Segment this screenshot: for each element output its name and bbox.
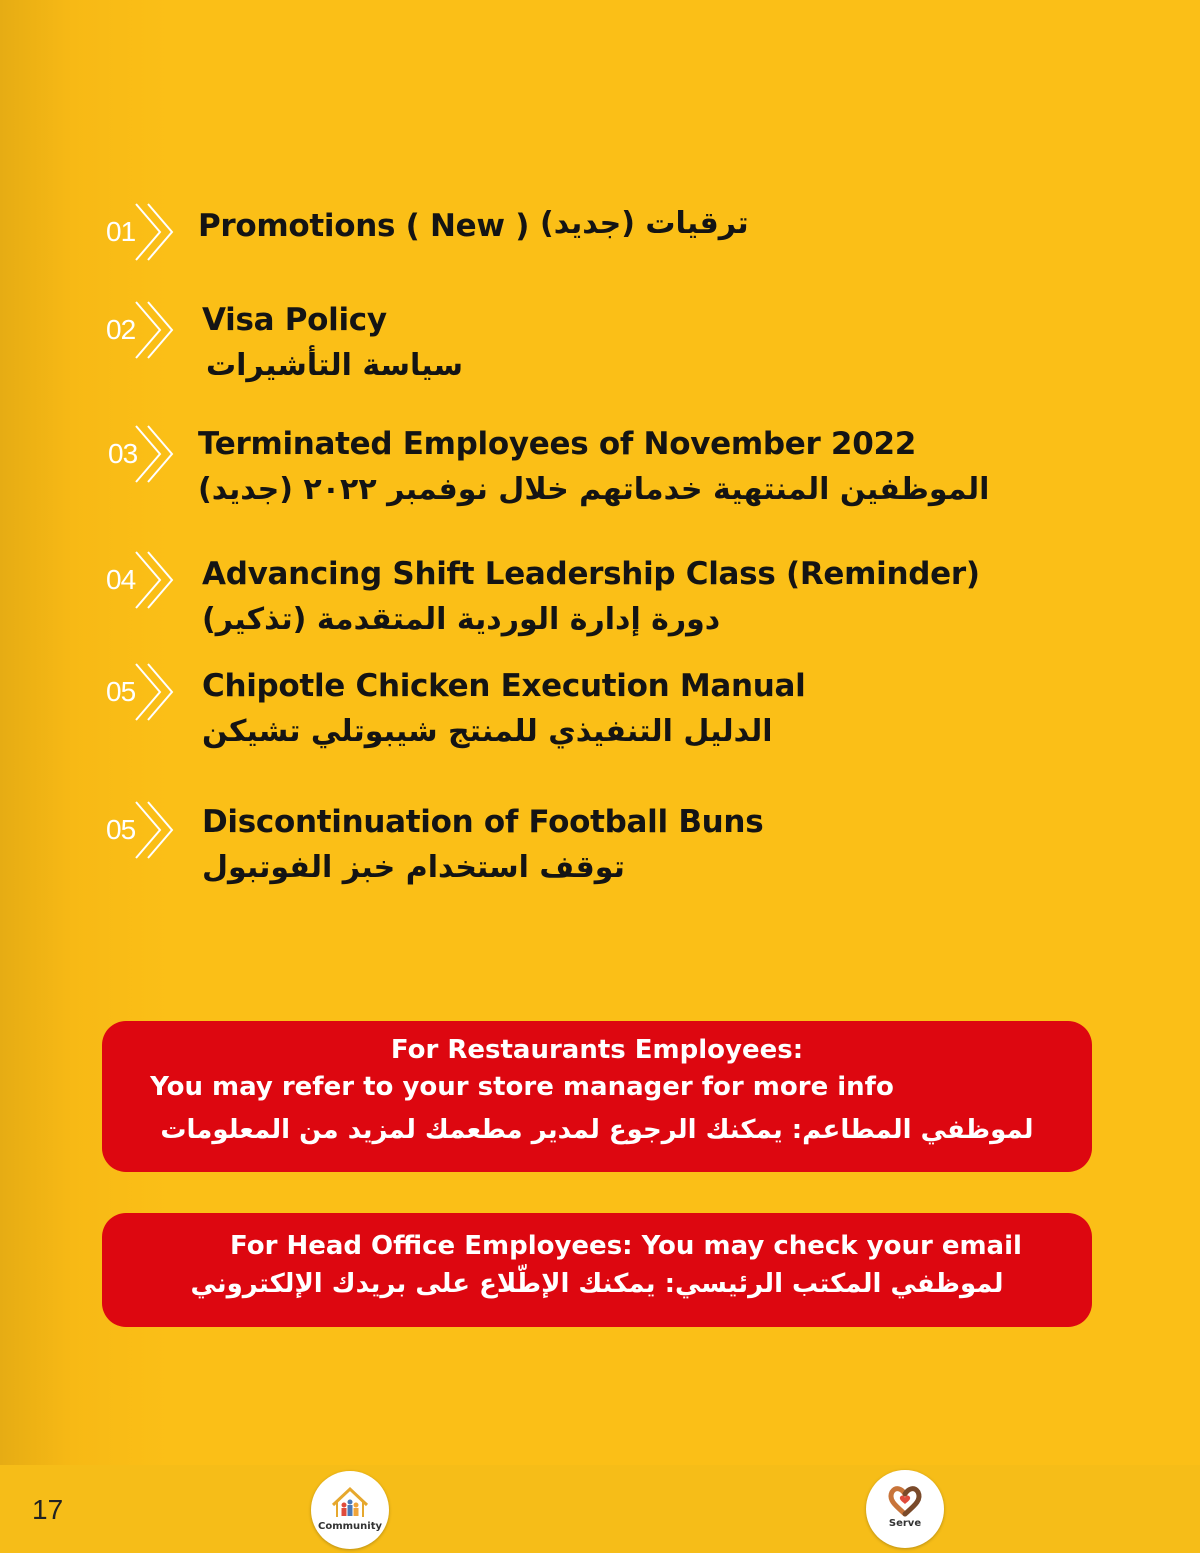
- banner-text-ar: لموظفي المطاعم: يمكنك الرجوع لمدير مطعمك لمزيد من المعلومات: [160, 1115, 1034, 1145]
- item-number: 05: [106, 814, 136, 845]
- item-title-en: Advancing Shift Leadership Class (Reminder): [202, 556, 980, 592]
- double-chevron-icon: [130, 298, 178, 362]
- item-title-ar: توقف استخدام خبز الفوتبول: [202, 850, 625, 885]
- serve-badge: [866, 1470, 944, 1548]
- double-chevron-icon: [130, 798, 178, 862]
- community-badge: [311, 1471, 389, 1549]
- item-number: 03: [108, 438, 138, 469]
- item-title-ar: دورة إدارة الوردية المتقدمة (تذكير): [202, 602, 721, 637]
- double-chevron-icon: [130, 548, 178, 612]
- item-number: 02: [106, 314, 136, 345]
- item-title-en: Terminated Employees of November 2022: [198, 426, 917, 462]
- item-title-ar: سياسة التأشيرات: [206, 348, 464, 383]
- community-house-icon: [311, 1471, 389, 1549]
- banner-heading: For Head Office Employees: You may check your email: [230, 1231, 1022, 1261]
- item-number: 05: [106, 676, 136, 707]
- item-number: 01: [106, 216, 136, 247]
- serve-label: Serve: [888, 1518, 922, 1529]
- banner-text: You may refer to your store manager for more info: [150, 1072, 894, 1102]
- double-chevron-icon: [130, 200, 178, 264]
- footer-band: [0, 1465, 1200, 1553]
- banner-heading: For Restaurants Employees:: [390, 1035, 804, 1065]
- item-title-en: Chipotle Chicken Execution Manual: [202, 668, 806, 704]
- double-chevron-icon: [130, 422, 178, 486]
- heart-hands-icon: [866, 1470, 944, 1548]
- head-office-info-banner: [102, 1213, 1092, 1327]
- double-chevron-icon: [130, 660, 178, 724]
- item-title-ar: ترقيات (جديد): [540, 206, 749, 241]
- page-number: 17: [32, 1494, 64, 1525]
- item-title-ar: الموظفين المنتهية خدماتهم خلال نوفمبر ٢٠٢٢ (جديد): [198, 472, 990, 507]
- item-number: 04: [106, 564, 136, 595]
- item-title-en: Promotions ( New ): [198, 208, 530, 244]
- restaurants-info-banner: [102, 1021, 1092, 1172]
- item-title-ar: الدليل التنفيذي للمنتج شيبوتلي تشيكن: [202, 714, 773, 749]
- banner-text-ar: لموظفي المكتب الرئيسي: يمكنك الإطّلاع على بريدك الإلكتروني: [190, 1269, 1004, 1299]
- item-title-en: Visa Policy: [202, 302, 387, 338]
- community-label: Community: [317, 1521, 382, 1532]
- item-title-en: Discontinuation of Football Buns: [202, 804, 764, 840]
